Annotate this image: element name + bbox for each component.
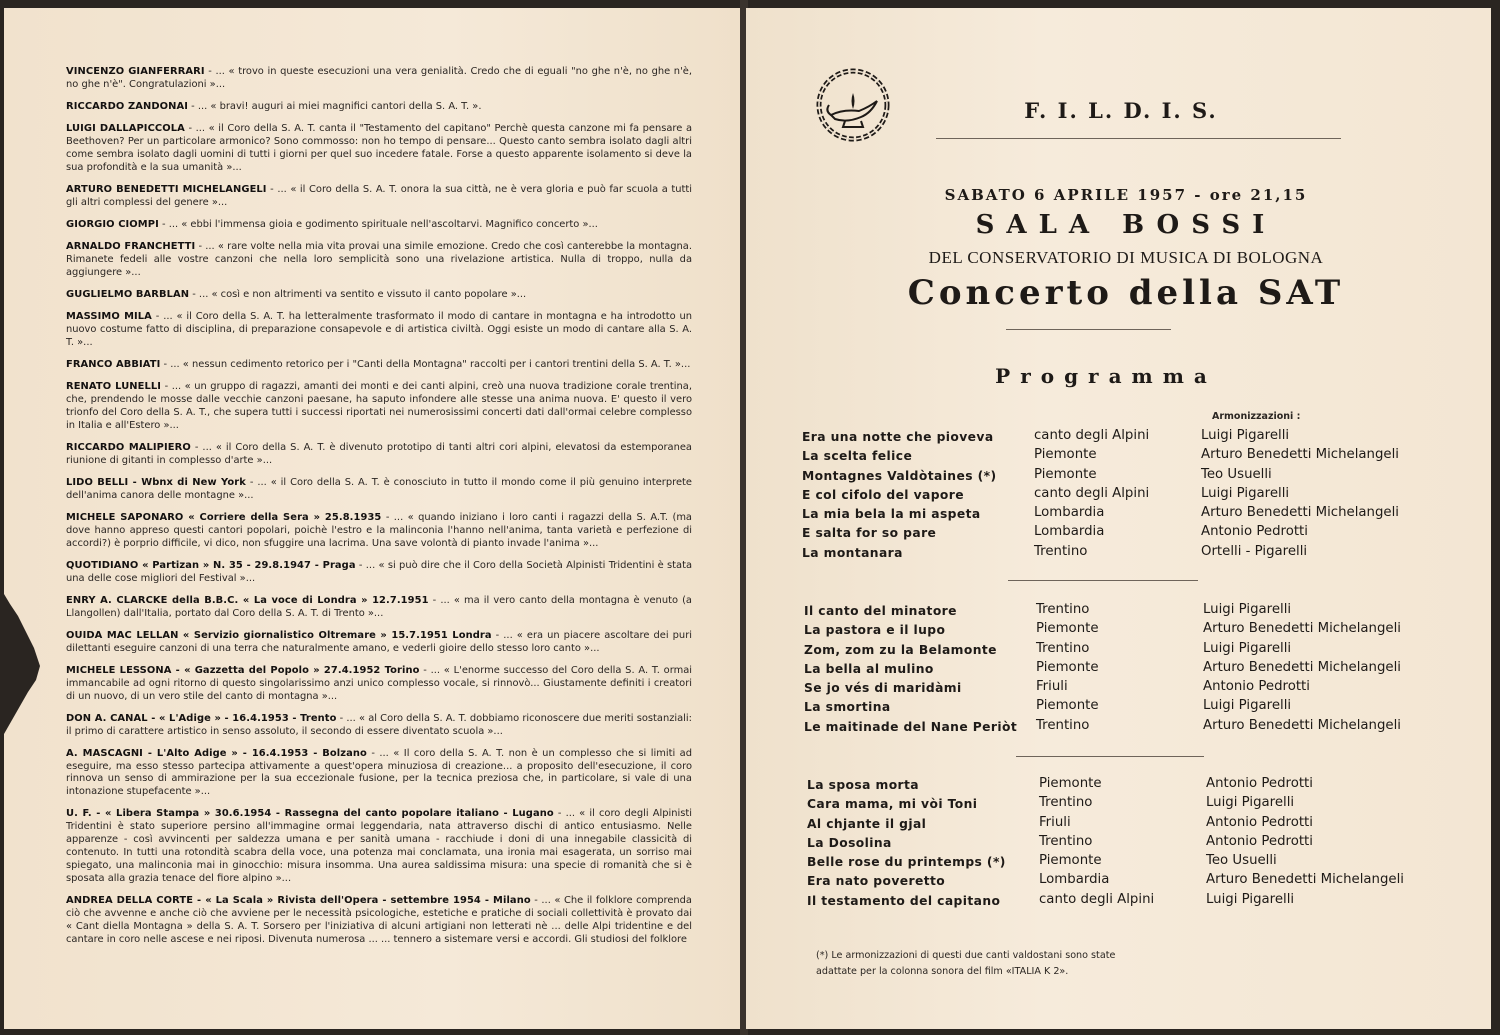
press-quote xyxy=(66,560,692,586)
programme-group-3 xyxy=(807,776,1447,911)
press-quote xyxy=(66,477,692,503)
song-origin: Friuli xyxy=(1039,814,1071,830)
programme-row xyxy=(804,679,1444,698)
song-origin: canto degli Alpini xyxy=(1034,485,1150,501)
programme-row xyxy=(802,428,1442,447)
torn-edge xyxy=(4,594,48,734)
song-arranger: Arturo Benedetti Michelangeli xyxy=(1206,872,1404,888)
programme-group-2 xyxy=(804,602,1444,737)
song-title: Le maitinade del Nane Periòt xyxy=(804,719,1018,734)
song-arranger: Luigi Pigarelli xyxy=(1203,640,1292,656)
song-origin: Piemonte xyxy=(1039,853,1102,869)
song-origin: Friuli xyxy=(1036,679,1068,695)
song-arranger: Luigi Pigarelli xyxy=(1206,795,1295,811)
programme-row xyxy=(807,853,1447,872)
song-origin: Trentino xyxy=(1039,833,1093,849)
song-title: Montagnes Valdòtaines (*) xyxy=(802,468,997,483)
song-title: Al chjante il gjal xyxy=(807,816,927,831)
quote-text: - ... « bravi! auguri ai miei magnifici cantori della S. A. T. ». xyxy=(188,101,482,112)
song-arranger: Luigi Pigarelli xyxy=(1203,602,1292,617)
quote-author: RICCARDO MALIPIERO xyxy=(66,441,191,453)
press-quote xyxy=(66,665,692,704)
programme-heading: Programma xyxy=(995,364,1217,388)
press-quote xyxy=(66,630,692,656)
song-origin: Lombardia xyxy=(1034,524,1105,540)
song-origin: Lombardia xyxy=(1039,872,1110,888)
press-quotes xyxy=(66,66,692,956)
press-quote xyxy=(66,184,692,210)
song-origin: Piemonte xyxy=(1036,659,1099,675)
song-origin: canto degli Alpini xyxy=(1034,428,1150,443)
programme-row xyxy=(807,795,1447,814)
programme-row xyxy=(802,505,1442,524)
programme-row xyxy=(802,467,1442,486)
programme-row xyxy=(804,621,1444,640)
song-title: La Dosolina xyxy=(807,835,892,850)
quote-text: - ... « era un piacere ascoltare dei puri dilettanti eseguire canzoni di una terra che naturalmente amano, e vederli gioire dello stesso loro canto »... xyxy=(66,629,692,654)
song-origin: Trentino xyxy=(1036,640,1090,656)
press-quote xyxy=(66,311,692,350)
quote-text: - ... « il Coro della S. A. T. canta il "Testamento del capitano" Perchè questa canzone mi fa pensare a Beethoven? Per un particolare armonico? Sono commosso: non ho tempo di pensare... Questo canto sembra isolato dagli altri come sembra isolato dagli uomini di tutti i giorni per quel suo incedere fatale. Forse a questo apparente isolamento si deve la sua profondità e la sua umanità »... xyxy=(66,123,692,173)
song-arranger: Antonio Pedrotti xyxy=(1206,776,1313,791)
right-page xyxy=(746,8,1491,1029)
song-arranger: Ortelli - Pigarelli xyxy=(1201,543,1308,559)
programme-row xyxy=(804,641,1444,660)
song-arranger: Teo Usuelli xyxy=(1206,853,1277,869)
programme-row xyxy=(807,872,1447,891)
quote-author: MICHELE LESSONA - « Gazzetta del Popolo » 27.4.1952 Torino xyxy=(66,664,420,676)
programme-row xyxy=(804,602,1444,621)
quote-author: QUOTIDIANO « Partizan » N. 35 - 29.8.1947 - Praga xyxy=(66,559,356,571)
press-quote xyxy=(66,808,692,885)
programme-row xyxy=(804,718,1444,737)
programme-row xyxy=(802,544,1442,563)
quote-text: - ... « così e non altrimenti va sentito e vissuto il canto popolare »... xyxy=(189,288,527,300)
organization-name: F. I. L. D. I. S. xyxy=(1024,98,1218,123)
song-origin: Piemonte xyxy=(1036,698,1099,714)
song-origin: Piemonte xyxy=(1034,447,1097,463)
programme-row xyxy=(802,524,1442,543)
quote-text: - ... « rare volte nella mia vita provai una simile emozione. Credo che così canterebbe la montagna. Rimanete fedeli alle vostre canzoni che nella loro semplicità sono una rivelazione artistica. Nulla di troppo, nulla da aggiungere »... xyxy=(66,241,692,278)
programme-row xyxy=(807,834,1447,853)
programme-row xyxy=(802,447,1442,466)
quote-text: - ... « al Coro della S. A. T. dobbiamo riconoscere due meriti sostanziali: il primo di carattere artistico in senso assoluto, il secondo di essere diventato scuola »... xyxy=(66,712,692,737)
quote-author: MASSIMO MILA xyxy=(66,311,152,322)
arrangements-heading: Armonizzazioni : xyxy=(1212,411,1301,422)
conservatory-name: DEL CONSERVATORIO DI MUSICA DI BOLOGNA xyxy=(928,248,1324,267)
press-quote xyxy=(66,595,692,621)
press-quote xyxy=(66,713,692,739)
song-title: Se jo vés di maridàmi xyxy=(804,681,962,696)
song-title: La sposa morta xyxy=(807,778,919,792)
quote-text: - ... « nessun cedimento retorico per i "Canti della Montagna" raccolti per i cantori trentini della S. A. T. »... xyxy=(160,358,691,370)
footnote: (*) Le armonizzazioni di questi due canti valdostani sono state adattate per la colonna sonora del film «ITALIA K 2». xyxy=(816,950,1116,977)
quote-author: DON A. CANAL - « L'Adige » - 16.4.1953 - Trento xyxy=(66,712,337,724)
quote-author: RICCARDO ZANDONAI xyxy=(66,101,188,112)
press-quote xyxy=(66,359,692,372)
song-title: E salta for so pare xyxy=(802,526,937,541)
programme-row xyxy=(804,698,1444,717)
quote-author: RENATO LUNELLI xyxy=(66,381,162,392)
press-quote xyxy=(66,748,692,800)
quote-author: LIDO BELLI - Wbnx di New York xyxy=(66,476,246,488)
song-title: Zom, zom zu la Belamonte xyxy=(804,642,997,657)
song-arranger: Luigi Pigarelli xyxy=(1201,428,1290,443)
press-quote xyxy=(66,101,692,114)
song-origin: Trentino xyxy=(1036,717,1090,733)
rule-title xyxy=(1006,329,1171,330)
song-origin: Lombardia xyxy=(1034,505,1105,521)
song-title: La bella al mulino xyxy=(804,661,934,676)
song-title: La montanara xyxy=(802,545,903,560)
song-title: La smortina xyxy=(804,700,891,715)
press-quote xyxy=(66,66,692,92)
press-quote xyxy=(66,381,692,433)
quote-text: - ... « il coro degli Alpinisti Tridentini è stato superiore persino all'immagine ormai leggendaria, nata attraverso dischi di antico entusiasmo. Nelle apparenze - così avvincenti per saldezza umana e per sanità umana - racchiude i doni di una innegabile classicità di contenuto. In tutti una rotondità scabra della voce, una potenza mai conclamata, una ironia mai esagerata, un sorriso mai spiegato, una malinconia mai in ginocchio: misura insomma. Una aurea saldissima misura: una specie di romanità che si è sposata alla grazia tenace del fiore alpino »... xyxy=(66,808,692,884)
song-arranger: Arturo Benedetti Michelangeli xyxy=(1201,447,1399,463)
rule-group-1 xyxy=(1008,580,1198,581)
quote-author: OUIDA MAC LELLAN « Servizio giornalistico Oltremare » 15.7.1951 Londra xyxy=(66,629,492,641)
song-origin: canto degli Alpini xyxy=(1039,891,1155,907)
song-arranger: Arturo Benedetti Michelangeli xyxy=(1203,659,1401,675)
quote-author: LUIGI DALLAPICCOLA xyxy=(66,123,185,135)
press-quote xyxy=(66,241,692,280)
press-quote xyxy=(66,289,692,302)
quote-author: A. MASCAGNI - L'Alto Adige » - 16.4.1953 - Bolzano xyxy=(66,747,367,759)
concert-date: SABATO 6 APRILE 1957 - ore 21,15 xyxy=(944,186,1308,204)
song-arranger: Arturo Benedetti Michelangeli xyxy=(1203,621,1401,637)
song-title: Belle rose du printemps (*) xyxy=(807,855,1006,870)
press-quote xyxy=(66,895,692,947)
song-arranger: Luigi Pigarelli xyxy=(1203,698,1292,714)
song-arranger: Luigi Pigarelli xyxy=(1206,891,1295,907)
programme-row xyxy=(802,486,1442,505)
quote-text: - ... « ebbi l'immensa gioia e godimento spirituale nell'ascoltarvi. Magnifico concerto »... xyxy=(158,218,598,230)
quote-author: ANDREA DELLA CORTE - « La Scala » Rivista dell'Opera - settembre 1954 - Milano xyxy=(66,895,531,907)
press-quote xyxy=(66,512,692,551)
quote-text: - ... « il Coro della S. A. T. è divenuto prototipo di tanti altri cori alpini, elevatosi da estemporanea riunione di gitanti in complesso d'arte »... xyxy=(66,441,692,466)
quote-author: MICHELE SAPONARO « Corriere della Sera » 25.8.1935 xyxy=(66,511,382,523)
song-title: Il canto del minatore xyxy=(804,604,957,618)
quote-author: FRANCO ABBIATI xyxy=(66,358,161,370)
song-origin: Piemonte xyxy=(1034,466,1097,482)
song-title: La pastora e il lupo xyxy=(804,623,946,638)
song-title: La scelta felice xyxy=(802,449,913,464)
rule-header xyxy=(936,138,1341,139)
quote-text: - ... « si può dire che il Coro della Società Alpinisti Tridentini è stata una delle cose migliori del Festival »... xyxy=(66,559,692,584)
song-arranger: Antonio Pedrotti xyxy=(1206,833,1313,849)
song-arranger: Arturo Benedetti Michelangeli xyxy=(1201,505,1399,521)
song-origin: Piemonte xyxy=(1039,776,1102,791)
programme-row xyxy=(807,892,1447,911)
quote-author: U. F. - « Libera Stampa » 30.6.1954 - Rassegna del canto popolare italiano - Lugano xyxy=(66,808,554,820)
song-title: E col cifolo del vapore xyxy=(802,487,964,502)
song-arranger: Antonio Pedrotti xyxy=(1203,679,1310,695)
quote-text: - ... « un gruppo di ragazzi, amanti dei monti e dei canti alpini, creò una nuova tradizione corale trentina, che, prendendo le mosse dalle vecchie canzoni paesane, ha saputo infondere alle stesse una anima nuova. E' questo il vero trionfo del Coro della S. A. T., che supera tutti i successi riportati nei numerosissimi concerti dati dall'ormai celebre complesso in Italia e all'Estero »... xyxy=(66,381,692,431)
press-quote xyxy=(66,442,692,468)
quote-text: - ... « ma il vero canto della montagna è venuto (a Llangollen) dall'Italia, portato dal Coro della S. A. T. di Trento »... xyxy=(66,594,692,619)
quote-author: ARTURO BENEDETTI MICHELANGELI xyxy=(66,183,267,195)
concert-title: Concerto della SAT xyxy=(907,273,1345,313)
quote-author: ARNALDO FRANCHETTI xyxy=(66,241,196,252)
song-origin: Trentino xyxy=(1036,602,1090,617)
quote-text: - ... « il Coro della S. A. T. onora la sua città, ne è vera gloria e può far scuola a tutti gli altri complessi del genere »... xyxy=(66,183,692,208)
press-quote xyxy=(66,219,692,232)
quote-author: GIORGIO CIOMPI xyxy=(66,218,159,230)
quote-author: VINCENZO GIANFERRARI xyxy=(66,66,205,77)
song-arranger: Luigi Pigarelli xyxy=(1201,485,1290,501)
song-origin: Trentino xyxy=(1039,795,1093,811)
song-title: Era nato poveretto xyxy=(807,874,946,889)
quote-author: ENRY A. CLARCKE della B.B.C. « La voce di Londra » 12.7.1951 xyxy=(66,594,429,606)
press-quote xyxy=(66,123,692,175)
hall-name: SALA BOSSI xyxy=(975,210,1277,240)
song-origin: Piemonte xyxy=(1036,621,1099,637)
programme-row xyxy=(807,776,1447,795)
song-title: Era una notte che pioveva xyxy=(802,430,994,444)
quote-author: GUGLIELMO BARBLAN xyxy=(66,288,190,300)
song-arranger: Arturo Benedetti Michelangeli xyxy=(1203,717,1401,733)
programme-row xyxy=(807,815,1447,834)
song-title: Cara mama, mi vòi Toni xyxy=(807,797,978,812)
rule-group-2 xyxy=(1016,756,1204,757)
song-arranger: Antonio Pedrotti xyxy=(1206,814,1313,830)
quote-text: - ... « trovo in queste esecuzioni una vera genialità. Credo che di eguali "no ghe n'è, no ghe n'è, no ghe n'è". Congratulazioni »... xyxy=(66,66,692,90)
song-title: La mia bela la mi aspeta xyxy=(802,507,981,522)
quote-text: - ... « il Coro della S. A. T. è conosciuto in tutto il mondo come il più genuino interprete dell'anima canora delle montagne »... xyxy=(66,476,692,501)
quote-text: - ... « il Coro della S. A. T. ha letteralmente trasformato il modo di cantare in montagna e ha introdotto un nuovo costume fatto di disciplina, di preparazione consapevole e di artistica civiltà. Oggi esiste un modo di cantare alla S. A. T. »... xyxy=(66,311,693,348)
oil-lamp-chain-emblem-icon xyxy=(813,65,893,145)
left-page xyxy=(4,8,742,1029)
song-origin: Trentino xyxy=(1034,543,1088,559)
quote-text: - ... « Che il folklore comprenda ciò che avvenne e anche ciò che avviene per le necessità psicologiche, estetiche e pratiche di sociali collettività è provato dai « Cant diella Montagna » della S. A. T. Sorsero per l'iniziativa di alcuni artigiani non letterati nè ... delle Alpi tridentine e del cantare in coro nelle ascese e nei riposi. Divenuta numerosa ... ... tennero a sistemare versi e accordi. Gli studiosi del folklore xyxy=(66,895,692,945)
song-arranger: Teo Usuelli xyxy=(1201,466,1272,482)
programme-row xyxy=(804,660,1444,679)
quote-text: - ... « quando iniziano i loro canti i ragazzi della S. A.T. (ma dove hanno appreso questi cantori popolari, poichè l'estro e la malinconia l'hanno nell'anima, tanta varietà e perfezione di accordi?) è porprio difficile, vi dico, non sfuggire una lacrima. Una save volontà di pianto invade l'anima »... xyxy=(66,511,692,549)
programme-group-1 xyxy=(802,428,1442,563)
song-arranger: Antonio Pedrotti xyxy=(1201,524,1308,540)
quote-text: - ... « Il coro della S. A. T. non è un complesso che si limiti ad eseguire, ma esso stesso partecipa attivamente a quest'opera minuziosa di creazione... a proposito dell'esecuzione, il coro rinnova un senso di ammirazione per la sua eccezionale fusione, per la tecnica preziosa che, in particolare, si vale di una intonazione stupefacente »... xyxy=(66,747,692,798)
quote-text: - ... « L'enorme successo del Coro della S. A. T. ormai immancabile ad ogni ritorno di questo singolarissimo anzi unico complesso vocale, si rinnovò... Giustamente definiti i creatori di un nuovo, di un vero stile del canto di montagna »... xyxy=(66,664,692,702)
song-title: Il testamento del capitano xyxy=(807,893,1001,908)
